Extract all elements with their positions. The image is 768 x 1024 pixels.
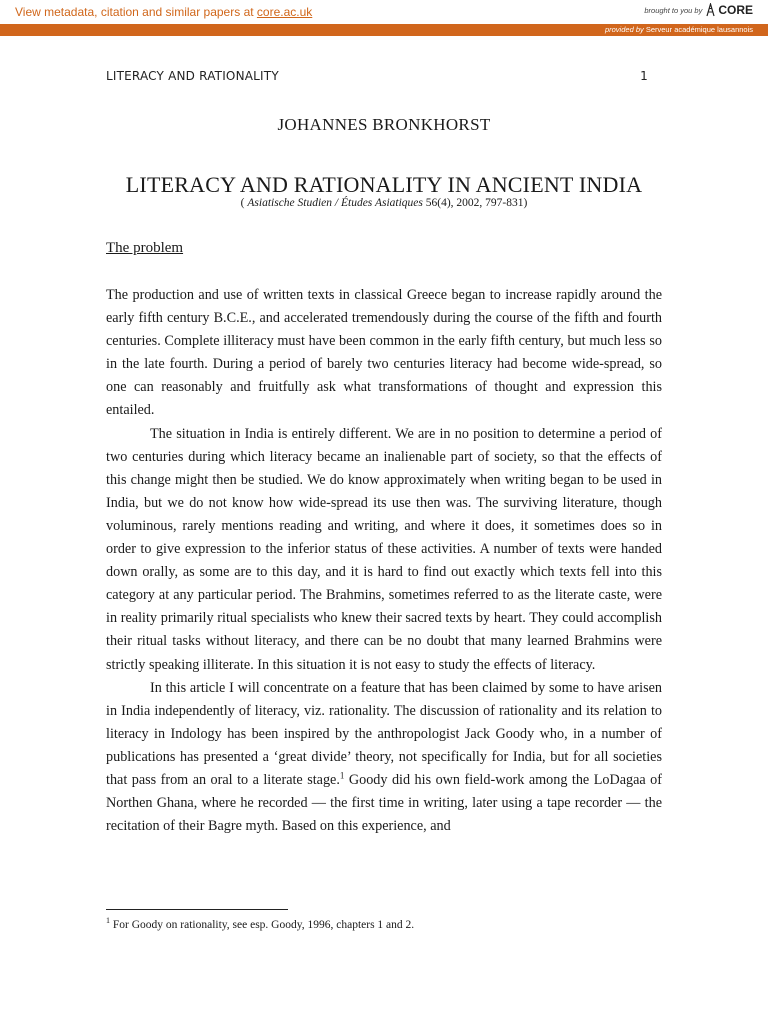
core-metadata-text: View metadata, citation and similar papers at [15, 5, 254, 19]
core-banner [0, 0, 768, 25]
provider-name: Serveur académique lausannois [645, 25, 753, 34]
paragraph-3 [106, 677, 662, 839]
footnote-divider [106, 909, 288, 910]
section-heading: The problem [106, 240, 184, 256]
paragraph-2: The situation in India is entirely different. We are in no position to determine a period of two centuries during which literacy became an inalienable part of society, so that the effects of this change might then be studied. We do know approximately when writing began to be used in India, but we do not know how wide-spread its use then was. The surviving literature, though voluminous, rarely mentions reading and writing, and where it does, it sometimes does so in order to give expression to the inferior status of these activities. A number of texts were handed down orally, as some are to this day, and it is hard to find out exactly which texts fell into this category at any particular period. The Brahmins, sometimes referred to as the literate caste, were in reality primarily ritual specialists who knew their sacred texts by heart. They could accomplish their ritual tasks without literacy, and there can be no doubt that many learned Brahmins were strictly speaking illiterate. In this situation it is not easy to study the effects of literacy. [106, 425, 662, 673]
paragraph-3-part-2: Goody did his own field-work among the LoDagaa of Northen Ghana, where he recorded — the first time in writing, later using a tape recorder — the recitation of their Bagre myth. Based on this experience, and [106, 771, 662, 835]
core-logo[interactable] [705, 3, 753, 17]
core-logo-text: CORE [718, 3, 753, 17]
provider-bar [0, 24, 768, 36]
running-head [106, 69, 648, 83]
footnote-mark: 1 [106, 916, 110, 925]
body-text [106, 284, 662, 838]
core-logo-icon [705, 3, 716, 17]
footnote-reference[interactable]: 1 [339, 770, 345, 781]
page-number: 1 [640, 69, 648, 83]
paper-title: LITERACY AND RATIONALITY IN ANCIENT INDIA [125, 172, 643, 197]
brought-to-you-text: brought to you by [644, 5, 703, 15]
provided-by-text: provided by [604, 25, 644, 34]
footnote-text: For Goody on rationality, see esp. Goody, 1996, chapters 1 and 2. [110, 918, 415, 931]
core-metadata-link[interactable] [15, 5, 312, 19]
footnote-1 [106, 916, 414, 931]
citation-details: 56(4), 2002, 797-831) [422, 197, 528, 209]
citation-journal: Asiatische Studien / Études Asiatiques [247, 197, 423, 209]
citation [0, 197, 768, 209]
paragraph-3-part-1: In this article I will concentrate on a feature that has been claimed by some to have arisen in India independently of literacy, viz. rationality. The discussion of rationality and its relation to literacy in Indology has been inspired by the anthropologist Jack Goody who, in a number of publications has presented a ‘great divide’ theory, not specifically for India, but for all societies that pass from an oral to a literate stage. [106, 679, 662, 788]
provider-credit[interactable] [605, 25, 753, 34]
author-name: JOHANNES BRONKHORST [277, 115, 491, 134]
paragraph-1: The production and use of written texts in classical Greece began to increase rapidly around the early fifth century B.C.E., and accelerated tremendously during the course of the fifth and fourth centuries. Complete illiteracy must have been common in the early fifth century, but much less so in the late fourth. During a period of barely two centuries literacy had become wide-spread, so one can reasonably and fruitfully ask what transformations of thought and expression this entailed. [106, 287, 662, 419]
citation-open: ( [240, 197, 248, 209]
core-brought-by[interactable] [644, 3, 753, 17]
running-head-title: LITERACY AND RATIONALITY [106, 69, 279, 83]
core-ac-uk-link[interactable]: core.ac.uk [256, 5, 313, 19]
